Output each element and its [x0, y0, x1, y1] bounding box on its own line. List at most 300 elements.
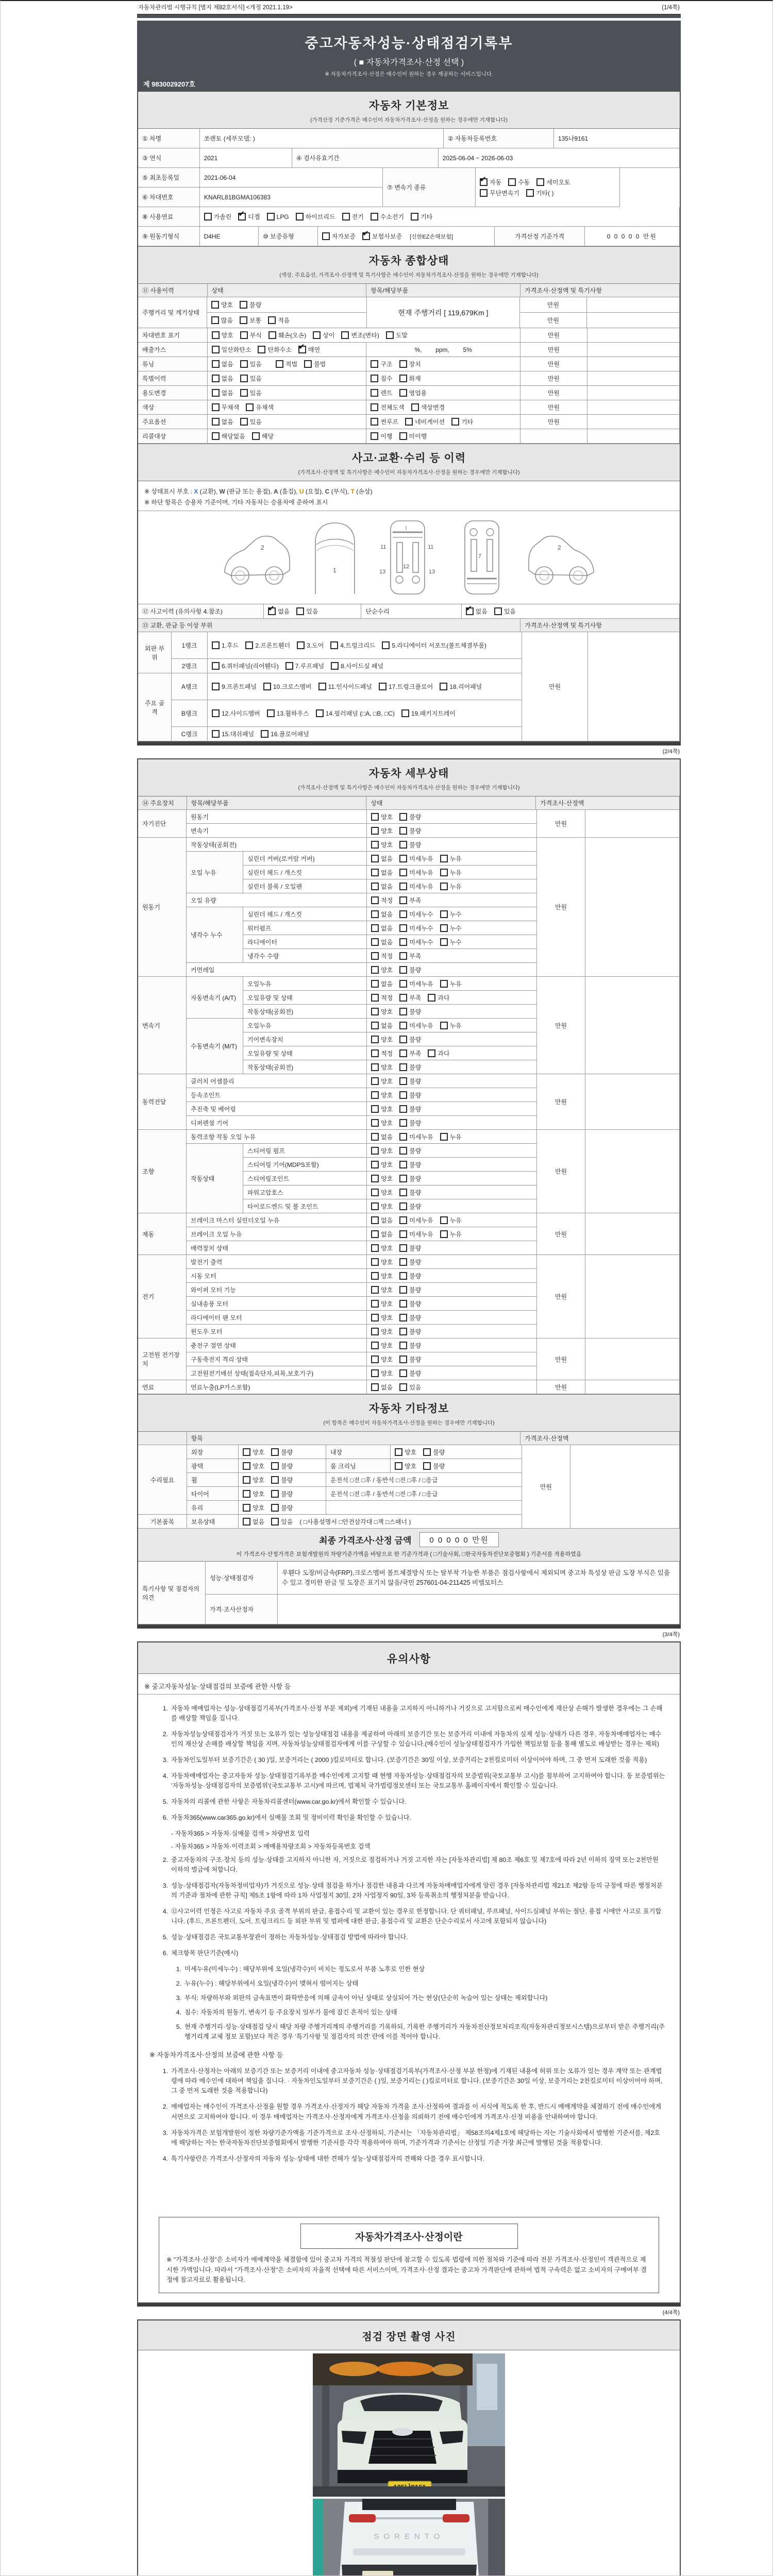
empty-box-icon — [399, 1105, 407, 1113]
empty-box-icon — [212, 331, 220, 339]
option-group — [371, 374, 427, 383]
basic-row-name — [138, 129, 680, 148]
option-group — [371, 1369, 428, 1378]
checkbox-보험사보증 — [362, 229, 402, 241]
state-options — [367, 1158, 537, 1172]
state-options — [208, 429, 367, 444]
notice-item-text: 체크항목 판단기준(예시) — [171, 1949, 239, 1957]
detail-note-cell — [585, 1338, 680, 1380]
empty-box-icon — [440, 883, 448, 890]
transmission-type-label: ⑦ 변속기 종류 — [383, 168, 476, 207]
detail-note-cell — [585, 1074, 680, 1130]
checkbox-label: 있음 — [249, 418, 262, 426]
checkbox-누유 — [440, 1021, 462, 1030]
cell — [187, 1130, 537, 1144]
checkbox-label: 이행 — [380, 433, 393, 440]
legend-desc: (요철), — [304, 488, 325, 495]
service-note: ※ 자동차가격조사·산정은 매수인이 원하는 경우 제공하는 서비스입니다. — [325, 71, 493, 77]
checkbox-label: 누유 — [449, 1230, 462, 1238]
state-options — [367, 824, 537, 838]
checkbox-label: 화재 — [409, 375, 421, 382]
option-group — [371, 1118, 428, 1127]
item-cell: 실내송풍 모터 — [187, 1297, 367, 1311]
diagram-label-2: 2 — [260, 544, 264, 551]
notice-item — [156, 2128, 665, 2148]
etc-info-table — [138, 1432, 680, 1529]
law-reference: 자동차관리법 시행규칙 [별지 제82호서식] <개정 2021.1.19> — [138, 5, 293, 11]
repair-item-options-b — [391, 1459, 522, 1473]
checkbox-양호 — [371, 1355, 393, 1364]
rank-items — [208, 673, 522, 700]
cell — [138, 168, 383, 188]
checkbox-label: 해당 — [261, 433, 274, 440]
price-cell: 만원 — [520, 371, 587, 386]
checkbox-label: 훼손(오손) — [278, 332, 307, 339]
option-group — [371, 1355, 428, 1364]
item-cell: 배력장치 상태 — [187, 1241, 367, 1255]
checkbox-양호 — [395, 1462, 416, 1470]
notice-item-number: 3. — [162, 1882, 168, 1889]
checkbox-label: 불량 — [249, 301, 262, 309]
option-group — [211, 300, 268, 309]
option-group — [371, 1244, 428, 1252]
item-cell: 실린더 커버(로커암 커버) — [243, 852, 367, 866]
checkbox-label: 없음 — [381, 883, 393, 890]
checkbox-label: 7.루프패널 — [295, 663, 325, 670]
cell — [206, 1562, 680, 1595]
checkbox-없음 — [371, 1021, 393, 1030]
empty-box-icon — [212, 360, 220, 368]
legend-code-W: W — [219, 488, 225, 495]
checkbox-label: 없음 — [381, 1383, 393, 1391]
item-cell: 실린더 헤드 / 개스킷 — [243, 866, 367, 879]
checkbox-양호 — [371, 1369, 393, 1378]
checkbox-누수 — [440, 938, 462, 946]
checkbox-label: 양호 — [221, 301, 233, 309]
item-cell: 디퍼렌셜 기어 — [187, 1116, 367, 1130]
empty-box-icon — [371, 1383, 379, 1391]
check-mark: ✔ — [298, 343, 305, 351]
checkbox-하이브리드 — [296, 212, 335, 221]
checkbox-6.쿼터패널(리어휀다) — [212, 662, 279, 670]
checkbox-label: 불량 — [409, 1119, 422, 1127]
checkbox-label: 없음 — [381, 924, 393, 932]
checked-box-icon — [238, 210, 246, 221]
warranty-options — [318, 227, 495, 246]
criteria-number: 5. — [176, 2023, 181, 2031]
checkbox-label: 미이행 — [409, 433, 427, 440]
checkbox-label: 불량 — [281, 1476, 293, 1484]
item-cell: 브레이크 오일 누유 — [187, 1227, 367, 1241]
detail-section-동력전달 — [138, 1074, 680, 1130]
checkbox-label: 불량 — [409, 1036, 422, 1043]
option-group — [212, 662, 390, 670]
checkbox-색상변경 — [411, 403, 445, 412]
item-cell: 스티어링조인트 — [243, 1172, 367, 1185]
checkbox-label: 적법 — [285, 361, 298, 368]
rank-label: 2랭크 — [172, 659, 208, 673]
checkbox-label: 불량 — [409, 1258, 422, 1266]
item-cell: 동력조향 작동 오일 누유 — [187, 1130, 367, 1144]
empty-box-icon — [271, 1476, 279, 1484]
legend-code-X: X — [194, 488, 198, 495]
checkbox-label: 없음 — [381, 869, 393, 876]
empty-box-icon — [405, 418, 413, 426]
empty-box-icon — [371, 1314, 379, 1321]
criteria-text: 부식: 차량하부와 외판의 금속표면이 화학반응에 의해 금속이 아닌 상태로 상실되어 가는 현상(단순히 녹슬어 있는 상태는 제외합니다) — [184, 1994, 548, 2002]
checkbox-양호 — [371, 1272, 393, 1280]
cell — [187, 1338, 537, 1352]
checkbox-label: 누수 — [449, 910, 462, 918]
checkbox-label: 불량 — [409, 1091, 422, 1099]
detail-section-고전원 전기장치 — [138, 1338, 680, 1380]
option-group — [212, 709, 462, 718]
empty-box-icon — [399, 1119, 407, 1127]
base-price-label: 가격산정 기준가격 — [495, 227, 584, 246]
item-cell — [366, 371, 520, 386]
checkbox-13.휠하우스 — [267, 709, 309, 718]
option-group — [371, 826, 428, 835]
repair-item-options — [239, 1487, 326, 1501]
detail-group-작동상태 — [187, 1144, 537, 1213]
diagram-label-13-left: 13 — [379, 569, 385, 575]
page-number-4: (4/4쪽) — [662, 2310, 680, 2316]
checkbox-label: 있음 — [503, 608, 516, 615]
checkbox-label: 양호 — [381, 966, 393, 974]
empty-box-icon — [271, 1448, 279, 1456]
checkbox-label: 적정 — [381, 1049, 393, 1057]
checkbox-label: 3.도어 — [307, 642, 324, 649]
checkbox-label: 양호 — [381, 1008, 393, 1015]
empty-box-icon — [399, 1300, 407, 1308]
state-options — [367, 1032, 537, 1046]
document-title-header — [137, 14, 681, 92]
empty-box-icon — [313, 331, 321, 339]
cell — [187, 1213, 537, 1227]
repair-item-label: 광택 — [187, 1459, 239, 1473]
cell — [243, 1046, 537, 1060]
checkbox-양호 — [212, 331, 233, 340]
checkbox-불량 — [399, 965, 421, 974]
legend-desc: (교환), — [198, 488, 220, 495]
empty-box-icon — [423, 1462, 431, 1470]
state-options — [367, 1283, 537, 1297]
empty-box-icon — [371, 1300, 379, 1308]
cell — [187, 1297, 537, 1311]
empty-box-icon — [395, 1448, 402, 1456]
empty-box-icon — [267, 213, 275, 221]
checkbox-label: 양호 — [253, 1504, 265, 1512]
checkbox-도말 — [386, 331, 408, 340]
checkbox-양호 — [371, 1174, 393, 1183]
detail-band — [138, 759, 680, 796]
row-label: 배출가스 — [138, 343, 208, 357]
checkbox-적정 — [371, 952, 393, 960]
empty-box-icon — [371, 375, 378, 382]
checkbox-label: 자동 — [490, 178, 502, 186]
etc-subtitle: (이 항목은 매수인이 자동차가격조사·산정을 원하는 경우에만 기재합니다) — [323, 1420, 495, 1426]
state-options — [367, 907, 537, 921]
cell — [187, 1325, 537, 1338]
vin-label: ⑥ 차대번호 — [138, 188, 200, 207]
row-특별이력 — [138, 371, 680, 386]
inspection-photo-front — [313, 2353, 505, 2497]
item-cell: 기어변속장치 — [243, 1032, 367, 1046]
note-cell — [587, 400, 680, 415]
repair-item-options-b — [391, 1445, 522, 1459]
checkbox-label: 과다 — [438, 994, 450, 1002]
warranty-insurer-note: [신한EZ손해보험] — [410, 233, 453, 240]
checkbox-전체도색 — [371, 403, 404, 412]
option-group — [371, 1202, 428, 1211]
option-group — [371, 1160, 428, 1169]
legend-desc: (판금 또는 용접), — [225, 488, 274, 495]
item-cell: 작동상태(공회전) — [187, 838, 367, 852]
photo-rear-model-badge: SORENTO — [374, 2532, 445, 2541]
car-front-top-diagram — [306, 517, 364, 598]
reg-number-value: 135나9161 — [554, 129, 680, 148]
notice-item — [156, 1948, 665, 1958]
option-group — [212, 331, 415, 340]
panel-category-label: 외판 부위 — [138, 632, 172, 673]
empty-box-icon — [246, 403, 254, 411]
checkbox-label: 8.사이드실 패널 — [341, 663, 384, 670]
empty-box-icon — [331, 662, 339, 670]
checked-box-icon — [362, 229, 370, 240]
option-group — [371, 896, 428, 905]
cell — [187, 810, 537, 824]
diagram-label-11-right: 11 — [427, 544, 433, 550]
checkbox-적정 — [371, 993, 393, 1002]
checkbox-label: 양호 — [381, 1175, 393, 1182]
empty-box-icon — [285, 662, 293, 670]
empty-box-icon — [371, 1369, 379, 1377]
checkbox-label: 양호 — [381, 1272, 393, 1280]
empty-box-icon — [399, 1286, 407, 1294]
state-options — [367, 1046, 537, 1060]
cell — [172, 700, 522, 727]
final-price-band — [138, 1529, 680, 1562]
price-cell: 만원 — [520, 328, 587, 343]
cell — [187, 963, 537, 977]
notice-item — [156, 1797, 665, 1807]
item-cell: 등속조인트 — [187, 1088, 367, 1102]
checkbox-불량 — [399, 1341, 421, 1350]
checkbox-label: 적정 — [381, 994, 393, 1002]
checkbox-양호 — [371, 1146, 393, 1155]
rank-label: A랭크 — [172, 673, 208, 700]
checkbox-4.트렁크리드 — [330, 641, 375, 650]
checkbox-label: 양호 — [381, 1328, 393, 1335]
checkbox-label: 해당없음 — [221, 433, 245, 440]
checkbox-매연 — [298, 345, 320, 354]
checkbox-label: 1.후드 — [222, 642, 239, 649]
item-cell: 타이로드엔드 및 볼 조인트 — [243, 1199, 367, 1213]
price-cell: 만원 — [520, 357, 587, 371]
legend-desc: (손상) — [354, 488, 373, 495]
checkbox-label: 5.라디에이터 서포트(볼트체결부품) — [392, 642, 486, 649]
checkbox-양호 — [371, 1327, 393, 1336]
basic-info-subtitle: (가격산정 기준가격은 매수인이 자동차가격조사·산정을 원하는 경우에만 기재합니다) — [310, 117, 508, 123]
legend-line-1 — [144, 487, 674, 496]
cell — [243, 1019, 537, 1074]
notice-item — [156, 1855, 665, 1875]
group-label: 오일 누유 — [187, 852, 243, 893]
empty-box-icon — [371, 869, 379, 876]
etc-col-price: 가격조사·산정액 — [520, 1432, 680, 1445]
model-year-label: ③ 연식 — [138, 148, 200, 168]
checkbox-label: 11.인사이드패널 — [328, 683, 372, 690]
notice-section1-title: ※ 중고자동차성능·상태점검의 보증에 관한 사항 등 — [138, 1674, 680, 1694]
empty-box-icon — [243, 1476, 250, 1484]
empty-box-icon — [399, 1022, 407, 1029]
empty-box-icon — [399, 1049, 407, 1057]
checkbox-없음 — [243, 1517, 264, 1526]
cell — [243, 1185, 537, 1199]
option-group — [212, 682, 489, 691]
checkbox-적정 — [371, 1049, 393, 1058]
cell — [187, 838, 537, 852]
checkbox-label: 불량 — [409, 1105, 422, 1113]
empty-box-icon — [371, 1355, 379, 1363]
checkbox-label: 불량 — [409, 966, 422, 974]
checkbox-불량 — [271, 1448, 293, 1456]
checkbox-label: 없음 — [278, 608, 290, 615]
diagram-label-12: 12 — [402, 564, 409, 570]
checkbox-label: 적음 — [278, 317, 290, 324]
photos-band — [138, 2320, 680, 2350]
note-cell — [587, 371, 680, 386]
checkbox-양호 — [395, 1448, 416, 1456]
cell — [243, 1144, 537, 1158]
option-group — [371, 1313, 428, 1322]
empty-box-icon — [371, 1328, 379, 1335]
empty-box-icon — [316, 709, 324, 717]
legend-code-T: T — [350, 488, 355, 495]
check-mark: ✔ — [465, 604, 473, 613]
state-options — [367, 1019, 537, 1032]
item-cell: 구동축전지 격리 상태 — [187, 1352, 367, 1366]
empty-box-icon — [252, 432, 260, 440]
option-group — [371, 1077, 428, 1086]
empty-box-icon — [399, 896, 407, 904]
empty-box-icon — [399, 1133, 407, 1141]
checkbox-네비게이션 — [405, 417, 445, 426]
checkbox-양호 — [243, 1503, 264, 1512]
notice-sub-item: - 자동차365 > 자동차·이력조회 > 매매용차량조회 > 자동차등록번호 검색 — [171, 1843, 371, 1851]
item-cell: 고전원전기배선 상태(접속단자,피복,보호기구) — [187, 1366, 367, 1380]
checkbox-있음 — [240, 360, 262, 368]
cell — [206, 1595, 680, 1624]
accident-history-rows — [138, 604, 680, 741]
mileage-state-col — [207, 297, 367, 328]
notice-item-number: 4. — [162, 1907, 168, 1915]
option-group — [371, 1021, 468, 1030]
empty-box-icon — [440, 910, 448, 918]
empty-box-icon — [399, 1091, 407, 1099]
cell — [187, 824, 537, 838]
notice-item — [156, 1704, 665, 1723]
empty-box-icon — [399, 360, 407, 368]
cell — [243, 1158, 537, 1172]
checkbox-label: 가솔린 — [213, 213, 232, 221]
empty-box-icon — [371, 1008, 379, 1015]
checkbox-불량 — [399, 1258, 421, 1266]
checkbox-없음 — [212, 374, 233, 383]
checkbox-label: 세미오토 — [546, 178, 570, 186]
checkbox-label: 없음 — [221, 375, 233, 382]
empty-box-icon — [240, 375, 248, 382]
checkbox-미세누유 — [399, 979, 433, 988]
checkbox-변조(변타) — [341, 331, 379, 340]
empty-box-icon — [371, 1049, 379, 1057]
empty-box-icon — [371, 980, 379, 988]
cell — [187, 1255, 537, 1269]
checkbox-누유 — [440, 1132, 462, 1141]
state-options — [367, 921, 537, 935]
notice-item-text: ⑫사고이력 인정은 사고로 자동차 주요 골격 부위의 판금, 용접수리 및 교환이 있는 경우로 한정합니다. 단 쿼터패널, 루프패널, 사이드실패널 부위는 절단, 용접 시에만 사고로 표기합니다. (후드, 프론트펜더, 도어, 트렁크리드 등 외판 부위 및 범퍼에 대한 판금, 용접수리 및 교환은 단순수리로서 사고에 포함되지 않습니다) — [171, 1907, 662, 1925]
overall-band — [138, 246, 680, 284]
checkbox-label: 양호 — [381, 1300, 393, 1308]
empty-box-icon — [428, 1049, 435, 1057]
empty-box-icon — [322, 232, 330, 240]
empty-box-icon — [258, 346, 265, 353]
checkbox-있음 — [271, 1517, 293, 1526]
checkbox-없음 — [371, 924, 393, 933]
state-options — [208, 371, 367, 386]
empty-box-icon — [371, 1286, 379, 1294]
page4-box — [137, 2319, 681, 2576]
empty-box-icon — [371, 1147, 379, 1155]
etc-body — [138, 1445, 680, 1529]
checkbox-불량 — [399, 1327, 421, 1336]
exchange-note-cell — [588, 632, 680, 741]
repair-item-options — [239, 1501, 326, 1515]
empty-box-icon — [480, 189, 488, 197]
checkbox-label: 미세누유 — [409, 1022, 433, 1029]
overall-status-table — [138, 284, 680, 444]
car-damage-diagram — [138, 511, 680, 604]
empty-box-icon — [399, 1063, 407, 1071]
state-options — [367, 1366, 537, 1380]
empty-box-icon — [267, 709, 275, 717]
empty-box-icon — [240, 316, 247, 324]
empty-box-icon — [212, 389, 220, 397]
empty-box-icon — [440, 938, 448, 946]
cell — [243, 866, 537, 879]
checkbox-일산화탄소 — [212, 345, 251, 354]
notice-item-text: 성능·상태점검은 국토교통부장관이 정하는 자동차성능·상태점검 방법에 따라야 합니다. — [171, 1933, 408, 1941]
empty-box-icon — [211, 316, 219, 324]
note-cell — [587, 328, 680, 343]
option-group — [211, 316, 297, 325]
empty-box-icon — [371, 1133, 379, 1141]
checkbox-label: 미세누유 — [409, 1230, 433, 1238]
checkbox-양호 — [243, 1448, 264, 1456]
detail-section-원동기 — [138, 838, 680, 977]
checkbox-있음 — [240, 417, 262, 426]
detail-group-자동변속기 (A/T) — [187, 977, 537, 1019]
checkbox-양호 — [371, 826, 393, 835]
option-group — [371, 1063, 428, 1072]
option-group — [371, 910, 468, 919]
checkbox-부식 — [240, 331, 262, 340]
checkbox-label: 양호 — [221, 332, 233, 339]
checkbox-label: 불량 — [281, 1462, 293, 1470]
checkbox-훼손(오손) — [268, 331, 306, 340]
empty-box-icon — [371, 1022, 379, 1029]
checkbox-label: 양호 — [381, 1369, 393, 1377]
